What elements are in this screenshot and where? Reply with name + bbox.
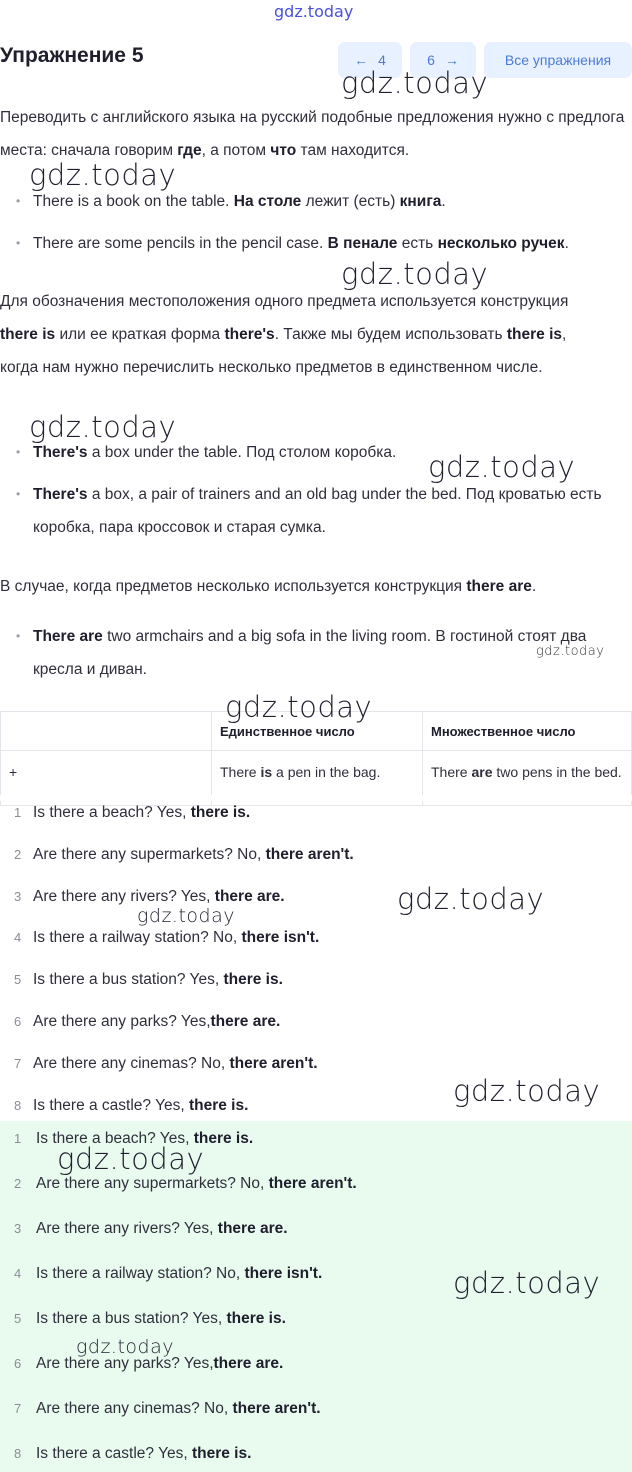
item-question: Is there a railway station? No, <box>33 929 242 947</box>
item-number: 2 <box>14 846 22 862</box>
item-number: 8 <box>14 1446 22 1461</box>
item-question: Is there a castle? Yes, <box>33 1096 189 1114</box>
watermark: gdz.today <box>453 1266 601 1300</box>
item-number: 7 <box>14 1401 22 1416</box>
watermark: gdz.today <box>536 644 605 659</box>
site-logo-watermark: gdz.today <box>274 2 354 21</box>
item-answer: there is. <box>226 1310 286 1327</box>
arrow-right-icon: → <box>444 52 459 68</box>
item-text <box>33 1013 280 1031</box>
item-number: 6 <box>14 1356 22 1371</box>
item-text <box>33 929 319 947</box>
item-answer: there is. <box>191 1445 252 1462</box>
item-text <box>36 1265 322 1283</box>
watermark: gdz.today <box>397 882 545 916</box>
item-question: Are there any cinemas? No, <box>36 1400 233 1417</box>
item-number: 6 <box>14 1014 22 1029</box>
item-answer: there are. <box>213 1355 284 1372</box>
item-question: Are there any supermarkets? No, <box>33 845 266 863</box>
item-text <box>36 1175 357 1193</box>
item-answer: there are. <box>214 887 285 905</box>
item-number: 7 <box>14 1055 22 1071</box>
item-question: Is there a railway station? No, <box>36 1265 245 1282</box>
item-number: 8 <box>14 1097 22 1113</box>
table-cell-singular: There is a pen in the bag. <box>212 751 423 806</box>
item-question: Are there any rivers? Yes, <box>33 887 215 905</box>
item-question: Are there any cinemas? No, <box>33 1054 230 1072</box>
item-question: Are there any parks? Yes, <box>36 1355 214 1372</box>
watermark: gdz.today <box>453 1074 601 1108</box>
item-text <box>33 846 354 864</box>
watermark: gdz.today <box>341 66 489 100</box>
item-number: 3 <box>14 888 22 904</box>
watermark: gdz.today <box>29 158 177 192</box>
item-text <box>33 971 283 989</box>
item-text <box>33 1097 248 1115</box>
item-text <box>33 1055 318 1073</box>
theory-paragraph-2: Для обозначения местоположения одного предмета используется конструкция there is или ее краткая форма there's. Также мы будем использовать there is, когда нам нужно перечислить несколько предметов в единственном числе. <box>0 293 569 376</box>
all-exercises-button[interactable]: Все упражнения <box>484 42 632 78</box>
item-answer: there are. <box>217 1220 288 1237</box>
table-cell-sign: + <box>1 751 212 806</box>
example-bullet-4: • There's a box, a pair of trainers and an old bag under the bed. Под кроватью есть коробка, пара кроссовок и старая сумка. <box>33 478 629 544</box>
watermark: gdz.today <box>225 690 373 724</box>
table-clip-mask <box>0 795 632 801</box>
watermark: gdz.today <box>57 1142 205 1176</box>
item-text <box>36 1400 321 1418</box>
example-bullet-2: • There are some pencils in the pencil case. В пенале есть несколько ручек. <box>33 227 629 260</box>
grammar-table <box>0 711 632 806</box>
item-question: Is there a bus station? Yes, <box>33 971 224 989</box>
item-text <box>36 1445 251 1463</box>
watermark: gdz.today <box>428 450 576 484</box>
item-text <box>33 804 250 822</box>
item-question: Are there any parks? Yes, <box>33 1013 211 1030</box>
item-number: 1 <box>14 1131 22 1146</box>
table-header-singular: Единственное число <box>212 712 423 751</box>
item-answer: there aren't. <box>265 845 354 863</box>
example-bullet-1: • There is a book on the table. На столе лежит (есть) книга. <box>33 185 629 218</box>
item-question: Is there a beach? Yes, <box>33 804 191 821</box>
watermark: gdz.today <box>137 905 235 927</box>
item-answer: there is. <box>188 1096 249 1114</box>
item-number: 1 <box>14 805 22 820</box>
item-text <box>36 1310 286 1328</box>
example-bullet-3: • There's a box under the table. Под столом коробка. <box>33 436 629 469</box>
page-title: Упражнение 5 <box>0 44 144 67</box>
item-question: Are there any supermarkets? No, <box>36 1175 269 1192</box>
item-text <box>33 888 285 906</box>
item-question: Is there a bus station? Yes, <box>36 1310 227 1327</box>
watermark: gdz.today <box>29 410 177 444</box>
example-bullet-5: • There are two armchairs and a big sofa in the living room. В гостиной стоят два кресла и диван. <box>33 620 629 686</box>
item-number: 4 <box>14 1266 22 1281</box>
item-answer: there is. <box>190 804 251 821</box>
item-number: 5 <box>14 1311 22 1326</box>
watermark: gdz.today <box>341 257 489 291</box>
arrow-left-icon: ← <box>354 52 369 68</box>
item-number: 3 <box>14 1221 22 1236</box>
theory-paragraph-3: В случае, когда предметов несколько используется конструкция there are. <box>0 578 537 595</box>
item-number: 5 <box>14 972 22 988</box>
item-answer: there isn't. <box>244 1265 323 1282</box>
table-header-plural: Множественное число <box>423 712 632 751</box>
item-number: 2 <box>14 1176 22 1191</box>
item-question: Is there a beach? Yes, <box>36 1130 194 1147</box>
item-text <box>36 1220 288 1238</box>
next-exercise-label: 6 <box>427 52 435 68</box>
table-header-empty <box>1 712 212 751</box>
item-answer: there is. <box>223 971 283 989</box>
table-cell-plural: There are two pens in the bed. <box>423 751 632 806</box>
item-question: Is there a castle? Yes, <box>36 1445 192 1462</box>
theory-paragraph-1: Переводить с английского языка на русский подобные предложения нужно с предлога места: сначала говорим где, а потом что там находится. <box>0 109 625 159</box>
item-answer: there aren't. <box>232 1400 321 1417</box>
item-answer: there is. <box>193 1130 254 1147</box>
item-answer: there aren't. <box>268 1175 357 1192</box>
watermark: gdz.today <box>76 1336 174 1358</box>
item-question: Are there any rivers? Yes, <box>36 1220 218 1237</box>
item-answer: there are. <box>210 1013 281 1030</box>
item-number: 4 <box>14 930 22 946</box>
prev-exercise-label: 4 <box>378 52 386 68</box>
item-answer: there isn't. <box>241 929 320 947</box>
item-answer: there aren't. <box>229 1054 318 1072</box>
